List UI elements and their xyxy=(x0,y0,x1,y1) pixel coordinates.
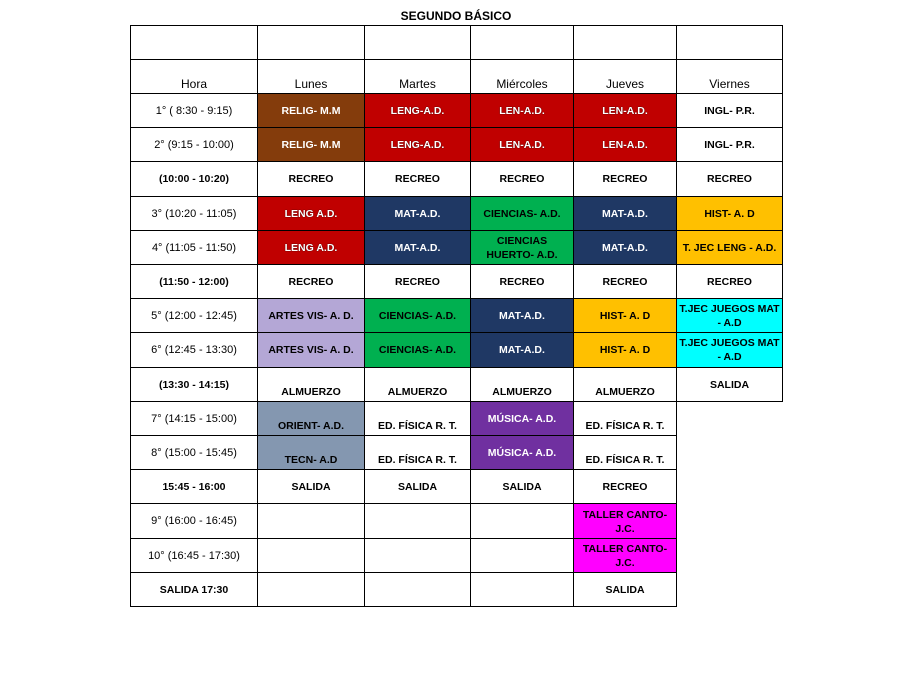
schedule-cell: RECREO xyxy=(257,161,365,197)
schedule-cell: RECREO xyxy=(676,264,783,299)
schedule-cell: T. JEC LENG - A.D. xyxy=(676,230,783,265)
schedule-cell: RECREO xyxy=(676,161,783,197)
schedule-cell: MAT-A.D. xyxy=(573,230,677,265)
schedule-cell: ORIENT- A.D. xyxy=(257,401,365,436)
schedule-cell xyxy=(364,572,471,607)
schedule-cell: ALMUERZO xyxy=(470,367,574,402)
schedule-cell: RECREO xyxy=(573,264,677,299)
schedule-cell xyxy=(257,538,365,573)
schedule-cell: RECREO xyxy=(470,161,574,197)
hour-cell: 10° (16:45 - 17:30) xyxy=(130,538,258,573)
header-day: Jueves xyxy=(573,59,677,94)
schedule-cell xyxy=(364,503,471,539)
schedule-cell: RELIG- M.M xyxy=(257,127,365,162)
schedule-cell: INGL- P.R. xyxy=(676,127,783,162)
blank-header-cell xyxy=(364,25,471,60)
schedule-cell: ARTES VIS- A. D. xyxy=(257,332,365,368)
schedule-cell: LEN-A.D. xyxy=(470,127,574,162)
schedule-cell: MAT-A.D. xyxy=(573,196,677,231)
schedule-cell: ED. FÍSICA R. T. xyxy=(573,435,677,470)
schedule-cell xyxy=(364,538,471,573)
schedule-cell: CIENCIAS HUERTO- A.D. xyxy=(470,230,574,265)
schedule-cell: HIST- A. D xyxy=(573,298,677,333)
header-day: Miércoles xyxy=(470,59,574,94)
schedule-cell: LEN-A.D. xyxy=(573,127,677,162)
hour-cell: 3° (10:20 - 11:05) xyxy=(130,196,258,231)
hour-cell: 7° (14:15 - 15:00) xyxy=(130,401,258,436)
schedule-cell: SALIDA xyxy=(676,367,783,402)
schedule-cell: MÚSICA- A.D. xyxy=(470,401,574,436)
hour-cell: 2° (9:15 - 10:00) xyxy=(130,127,258,162)
schedule-cell: ALMUERZO xyxy=(364,367,471,402)
hour-cell: 4° (11:05 - 11:50) xyxy=(130,230,258,265)
schedule-cell xyxy=(470,572,574,607)
schedule-title: SEGUNDO BÁSICO xyxy=(400,9,512,23)
blank-header-cell xyxy=(470,25,574,60)
schedule-cell: RELIG- M.M xyxy=(257,93,365,128)
hour-cell: 5° (12:00 - 12:45) xyxy=(130,298,258,333)
schedule-cell: ED. FÍSICA R. T. xyxy=(573,401,677,436)
blank-header-cell xyxy=(130,25,258,60)
schedule-cell: T.JEC JUEGOS MAT - A.D xyxy=(676,332,783,368)
schedule-cell xyxy=(470,538,574,573)
schedule-cell xyxy=(257,503,365,539)
schedule-cell: CIENCIAS- A.D. xyxy=(364,298,471,333)
schedule-cell: ED. FÍSICA R. T. xyxy=(364,435,471,470)
schedule-cell: RECREO xyxy=(573,469,677,504)
hour-cell: 8° (15:00 - 15:45) xyxy=(130,435,258,470)
hour-cell: 6° (12:45 - 13:30) xyxy=(130,332,258,368)
hour-cell: 1° ( 8:30 - 9:15) xyxy=(130,93,258,128)
schedule-cell: INGL- P.R. xyxy=(676,93,783,128)
schedule-cell: HIST- A. D xyxy=(676,196,783,231)
blank-header-cell xyxy=(573,25,677,60)
schedule-cell: T.JEC JUEGOS MAT - A.D xyxy=(676,298,783,333)
schedule-cell xyxy=(470,503,574,539)
blank-header-cell xyxy=(676,25,783,60)
hour-cell: (13:30 - 14:15) xyxy=(130,367,258,402)
schedule-cell: LENG A.D. xyxy=(257,230,365,265)
schedule-cell: TALLER CANTO- J.C. xyxy=(573,538,677,573)
schedule-cell: HIST- A. D xyxy=(573,332,677,368)
schedule-cell: TECN- A.D xyxy=(257,435,365,470)
schedule-cell: MÚSICA- A.D. xyxy=(470,435,574,470)
hour-cell: 15:45 - 16:00 xyxy=(130,469,258,504)
schedule-cell: SALIDA xyxy=(470,469,574,504)
schedule-cell: CIENCIAS- A.D. xyxy=(470,196,574,231)
schedule-cell: ARTES VIS- A. D. xyxy=(257,298,365,333)
schedule-cell: LENG-A.D. xyxy=(364,93,471,128)
schedule-cell: RECREO xyxy=(470,264,574,299)
schedule-cell xyxy=(257,572,365,607)
schedule-cell: LENG A.D. xyxy=(257,196,365,231)
hour-cell: 9° (16:00 - 16:45) xyxy=(130,503,258,539)
schedule-cell: RECREO xyxy=(364,264,471,299)
schedule-cell: ALMUERZO xyxy=(257,367,365,402)
schedule-cell: CIENCIAS- A.D. xyxy=(364,332,471,368)
schedule-cell: MAT-A.D. xyxy=(364,230,471,265)
schedule-cell: ALMUERZO xyxy=(573,367,677,402)
blank-header-cell xyxy=(257,25,365,60)
header-day: Lunes xyxy=(257,59,365,94)
schedule-cell: RECREO xyxy=(573,161,677,197)
schedule-cell: MAT-A.D. xyxy=(470,332,574,368)
hour-cell: (11:50 - 12:00) xyxy=(130,264,258,299)
schedule-cell: ED. FÍSICA R. T. xyxy=(364,401,471,436)
schedule-cell: LEN-A.D. xyxy=(470,93,574,128)
hour-cell: SALIDA 17:30 xyxy=(130,572,258,607)
schedule-cell: RECREO xyxy=(257,264,365,299)
header-hora: Hora xyxy=(130,59,258,94)
schedule-cell: MAT-A.D. xyxy=(364,196,471,231)
schedule-cell: RECREO xyxy=(364,161,471,197)
header-day: Martes xyxy=(364,59,471,94)
schedule-cell: LENG-A.D. xyxy=(364,127,471,162)
header-day: Viernes xyxy=(676,59,783,94)
schedule-cell: MAT-A.D. xyxy=(470,298,574,333)
schedule-cell: SALIDA xyxy=(257,469,365,504)
schedule-cell: SALIDA xyxy=(364,469,471,504)
schedule-cell: SALIDA xyxy=(573,572,677,607)
hour-cell: (10:00 - 10:20) xyxy=(130,161,258,197)
schedule-cell: LEN-A.D. xyxy=(573,93,677,128)
schedule-cell: TALLER CANTO- J.C. xyxy=(573,503,677,539)
